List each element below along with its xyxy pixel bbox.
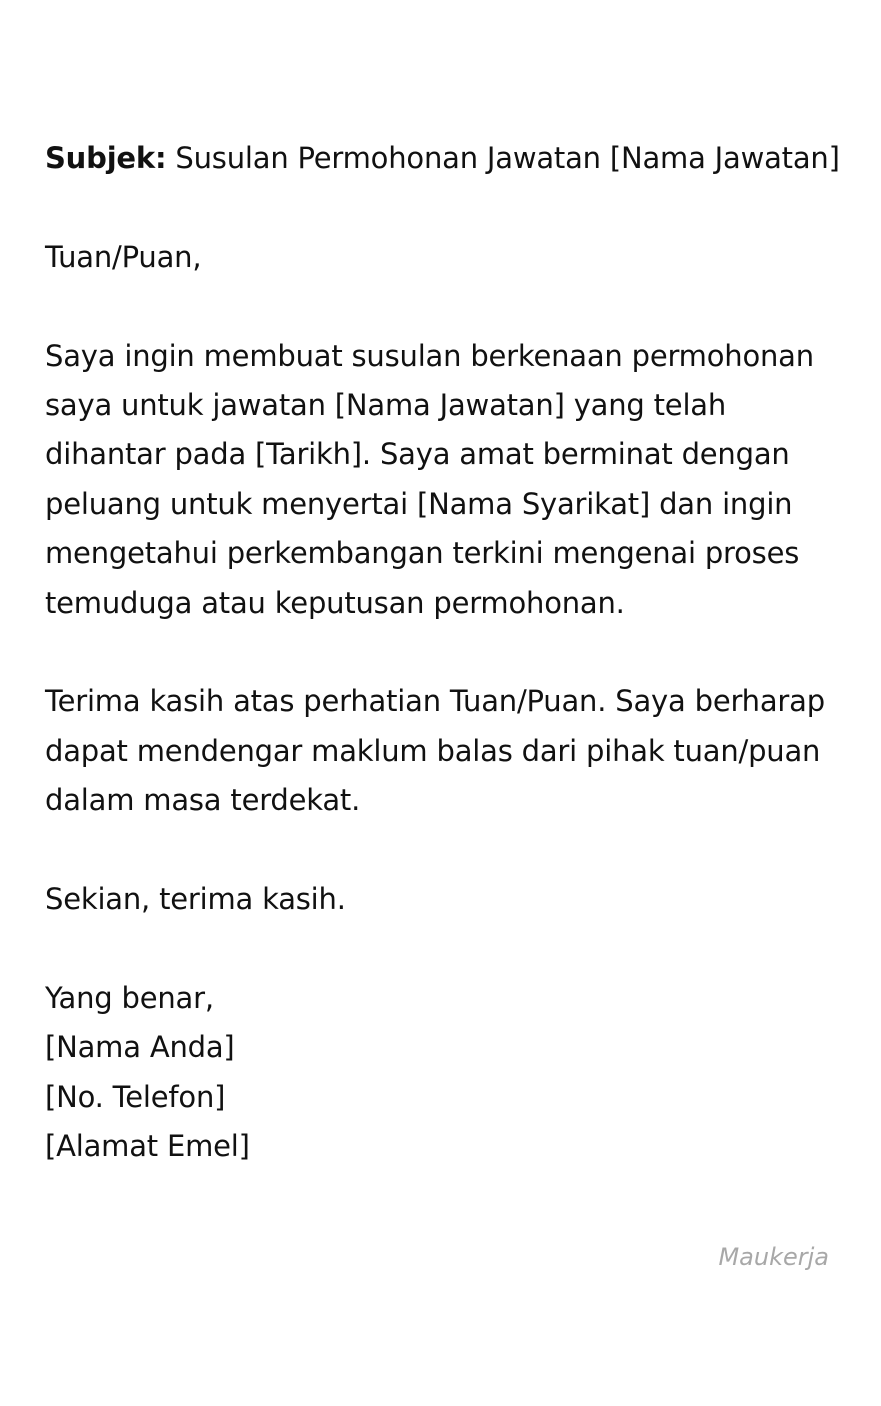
body-paragraph-2: Terima kasih atas perhatian Tuan/Puan. Saya berharap dapat mendengar maklum balas dari pihak tuan/puan dalam masa terdekat. <box>45 684 825 818</box>
salutation: Tuan/Puan, <box>45 239 202 274</box>
subject-line <box>45 134 845 183</box>
subject-label: Subjek: <box>45 141 167 175</box>
name-placeholder: [Nama Anda] <box>45 1030 235 1065</box>
letter-body <box>45 134 845 1171</box>
email-placeholder: [Alamat Emel] <box>45 1129 250 1164</box>
sign-off: Yang benar, <box>45 980 214 1015</box>
signature-block <box>45 974 845 1172</box>
phone-placeholder: [No. Telefon] <box>45 1079 226 1114</box>
subject-text: Susulan Permohonan Jawatan [Nama Jawatan] <box>175 141 840 175</box>
closing-remark: Sekian, terima kasih. <box>45 882 346 917</box>
body-paragraph-1: Saya ingin membuat susulan berkenaan permohonan saya untuk jawatan [Nama Jawatan] yang telah dihantar pada [Tarikh]. Saya amat berminat dengan peluang untuk menyertai [Nama Syarikat] dan ingin mengetahui perkembangan terkini mengenai proses temuduga atau keputusan permohonan. <box>45 338 814 620</box>
watermark-brand: Maukerja <box>718 1243 829 1271</box>
